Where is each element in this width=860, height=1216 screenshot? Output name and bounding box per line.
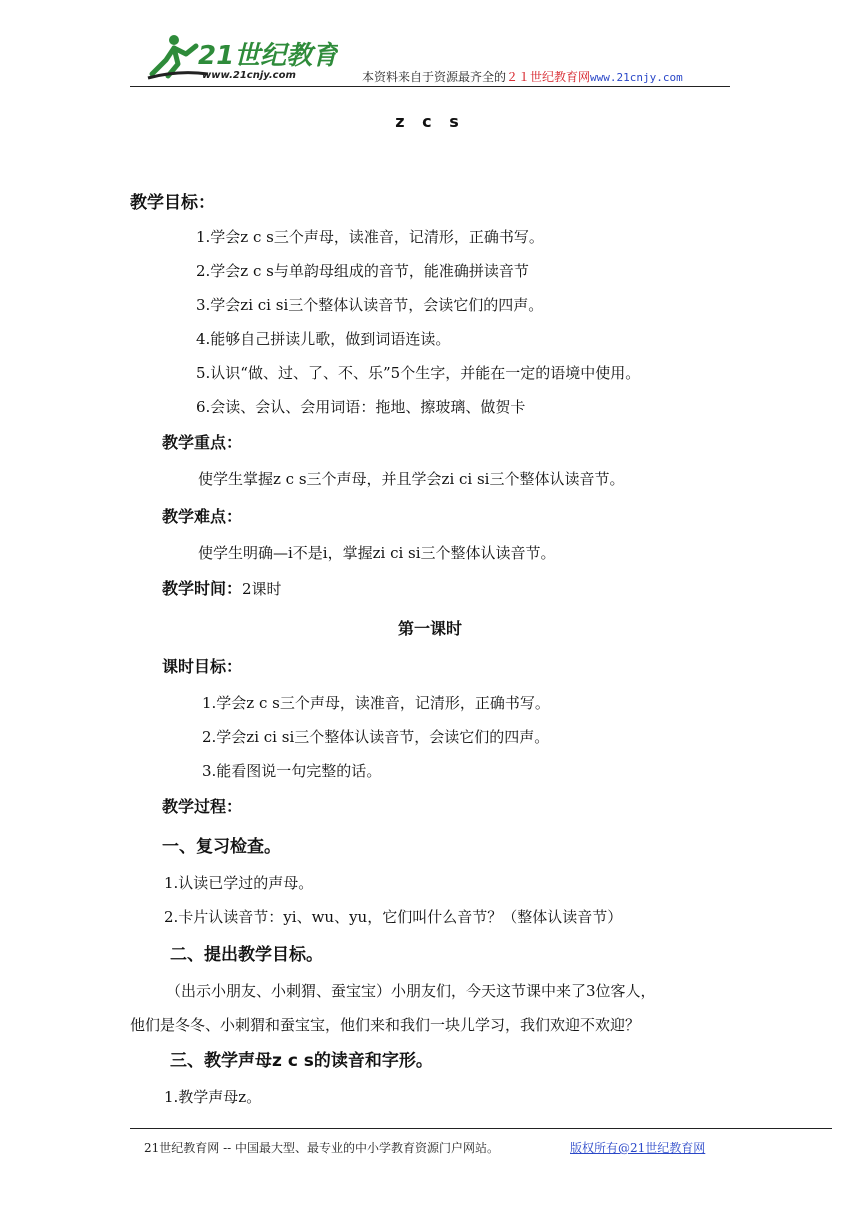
goal-item: 6.会读、会认、会用词语：拖地、擦玻璃、做贺卡 (196, 398, 526, 416)
difficult-points-text: 使学生明确—i不是i，掌握zi ci si三个整体认读音节。 (198, 544, 556, 562)
section-item: 2.卡片认读音节：yi、wu、yu，它们叫什么音节？（整体认读音节） (164, 908, 623, 926)
teaching-time-label: 教学时间： (162, 579, 243, 598)
key-points-text: 使学生掌握z c s三个声母，并且学会zi ci si三个整体认读音节。 (198, 470, 625, 488)
lesson-goal-item: 3.能看图说一句完整的话。 (202, 762, 382, 780)
header-note-url[interactable]: www.21cnjy.com (590, 71, 683, 84)
copyright-link[interactable]: 版权所有@21世纪教育网 (570, 1141, 706, 1155)
teaching-time-value: 2课时 (242, 580, 282, 598)
teaching-time (162, 576, 282, 599)
section-heading: 一、复习检查。 (162, 837, 281, 857)
logo-url: www.21cnjy.com (202, 70, 296, 81)
page-header (130, 28, 730, 87)
section-heading: 二、提出教学目标。 (170, 945, 323, 965)
goals-heading: 教学目标： (130, 193, 215, 213)
goal-item: 2.学会z c s与单韵母组成的音节，能准确拼读音节 (196, 262, 529, 280)
header-note-prefix: 本资料来自于资源最齐全的 (362, 70, 507, 84)
footer-text: 21世纪教育网 -- 中国最大型、最专业的中小学教育资源门户网站。 (144, 1141, 500, 1155)
section-heading: 三、教学声母z c s的读音和字形。 (170, 1051, 433, 1071)
process-heading: 教学过程： (162, 797, 243, 816)
lesson-goals-heading: 课时目标： (162, 657, 243, 676)
header-note (362, 68, 683, 85)
site-logo[interactable] (138, 30, 338, 82)
goal-item: 5.认识“做、过、了、不、乐”5个生字，并能在一定的语境中使用。 (196, 364, 641, 382)
key-points-heading: 教学重点： (162, 433, 243, 452)
logo-text: 21世纪教育 (198, 41, 338, 71)
section-item: 1.教学声母z。 (164, 1088, 262, 1106)
lesson-title: 第一课时 (397, 619, 462, 638)
goal-item: 1.学会z c s三个声母，读准音，记清形，正确书写。 (196, 228, 544, 246)
section-paragraph-line: 他们是冬冬、小刺猬和蚕宝宝，他们来和我们一块儿学习，我们欢迎不欢迎？ (130, 1016, 641, 1034)
runner-logo-icon (138, 30, 338, 82)
lesson-goal-item: 2.学会zi ci si三个整体认读音节，会读它们的四声。 (202, 728, 550, 746)
page-footer (130, 1128, 832, 1155)
goal-item: 3.学会zi ci si三个整体认读音节，会读它们的四声。 (196, 296, 544, 314)
document-title: z c s (395, 112, 465, 131)
lesson-goal-item: 1.学会z c s三个声母，读准音，记清形，正确书写。 (202, 694, 550, 712)
section-item: 1.认读已学过的声母。 (164, 874, 314, 892)
header-note-site: ２１世纪教育网 (506, 70, 591, 84)
goal-item: 4.能够自己拼读儿歌，做到词语连读。 (196, 330, 451, 348)
section-paragraph-line: （出示小朋友、小刺猬、蚕宝宝）小朋友们，今天这节课中来了3位客人， (166, 982, 656, 1000)
difficult-points-heading: 教学难点： (162, 507, 243, 526)
